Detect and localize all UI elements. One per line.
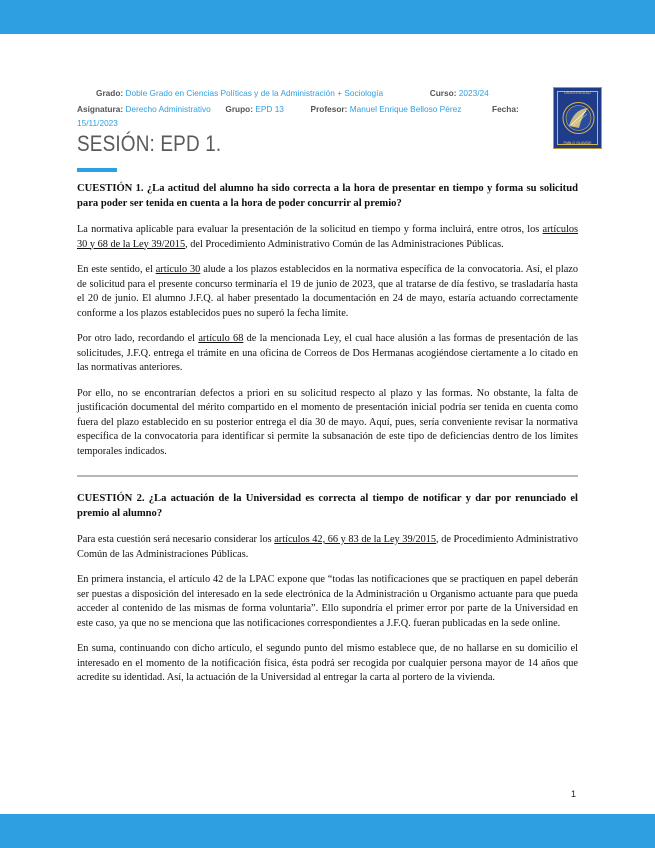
q2-p1-law-reference: artículos 42, 66 y 83 de la Ley 39/2015 bbox=[274, 534, 437, 545]
bottom-accent-bar bbox=[0, 814, 655, 848]
page-number: 1 bbox=[571, 789, 577, 799]
q1-p3-text-a: Por otro lado, recordando el bbox=[77, 333, 199, 344]
grado-value: Doble Grado en Ciencias Políticas y de la Administración + Sociología bbox=[125, 88, 384, 98]
curso-label: Curso: bbox=[429, 88, 457, 98]
q1-paragraph-4: Por ello, no se encontrarían defectos a priori en su solicitud respecto al plazo y las formas. No obstante, la falta de justificación documental del mérito compartido en el momento de presentación inicial podría ser tenida en cuenta como fuera del plazo establecido en su posterior entrega el día 30 de mayo. Aquí, pues, sería conveniente revisar la normativa específica de la convocatoria para identificar si permite la subsanación de este tipo de deficiencias dentro de los límites temporales indicados. bbox=[77, 387, 578, 457]
profesor-value: Manuel Enrique Belloso Pérez bbox=[349, 104, 462, 114]
q1-paragraph-2 bbox=[77, 263, 578, 321]
q2-p1-text-a: Para esta cuestión será necesario considerar los bbox=[77, 534, 275, 545]
q2-paragraph-1 bbox=[77, 533, 578, 562]
q1-p2-text-a: En este sentido, el bbox=[77, 264, 156, 275]
profesor-label: Profesor: bbox=[310, 104, 348, 114]
header-line-2 bbox=[77, 104, 519, 114]
grupo-value: EPD 13 bbox=[255, 104, 284, 114]
q1-p2-text-b: alude a los plazos establecidos en la normativa específica de la convocatoria. Así, el plazo de solicitud para el presente concurso terminaría el 19 de junio de 2023, que al tratarse de día festivo, se trasladaría hasta el 20 de junio. El alumno J.F.Q. al haber presentado la documentación en 24 de mayo, estaría actuando correctamente conforme a los plazos establecidos pues no superó la fecha límite. bbox=[77, 264, 578, 319]
fecha-value: 15/11/2023 bbox=[77, 118, 118, 128]
asignatura-label: Asignatura: bbox=[77, 104, 124, 114]
q1-p1-text-a: La normativa aplicable para evaluar la presentación de la solicitud en tiempo y forma incluirá, entre otros, los bbox=[77, 224, 543, 235]
q1-p2-article-reference: artículo 30 bbox=[155, 264, 201, 275]
q1-p3-text-b: de la mencionada Ley, el cual hace alusión a las formas de presentación de las solicitudes, J.F.Q. entrega el trámite en una oficina de Correos de Dos Hermanas acogiéndose ciertamente a lo citado en las normativas anteriores. bbox=[77, 333, 578, 373]
logo-top-text: UNIVERSIDAD bbox=[564, 91, 591, 95]
grupo-label: Grupo: bbox=[225, 104, 254, 114]
q1-paragraph-1 bbox=[77, 223, 578, 252]
q1-p3-article-reference: artículo 68 bbox=[198, 333, 244, 344]
document-body bbox=[77, 181, 578, 697]
university-seal-icon bbox=[561, 99, 596, 137]
asignatura-value: Derecho Administrativo bbox=[125, 104, 211, 114]
curso-value: 2023/24 bbox=[458, 88, 489, 98]
university-logo bbox=[553, 87, 602, 149]
q1-p1-text-b: , del Procedimiento Administrativo Común de las Administraciones Públicas. bbox=[185, 238, 504, 250]
q2-p1-text-b: , de Procedimiento Administrativo Común de las Administraciones Públicas. bbox=[77, 534, 578, 560]
question-2-heading: CUESTIÓN 2. ¿La actuación de la Universidad es correcta al tiempo de notificar y dar por renunciado el premio al alumno? bbox=[77, 493, 578, 519]
grado-label: Grado: bbox=[96, 88, 124, 98]
fecha-label: Fecha: bbox=[492, 104, 519, 114]
question-1-heading: CUESTIÓN 1. ¿La actitud del alumno ha sido correcta a la hora de presentar en tiempo y forma su solicitud para poder ser tenida en cuenta a la hora de poder concurrir al premio? bbox=[77, 183, 578, 209]
q1-paragraph-3 bbox=[77, 332, 578, 376]
page-title: SESIÓN: EPD 1. bbox=[77, 131, 222, 156]
q2-paragraph-3: En suma, continuando con dicho artículo, el segundo punto del mismo establece que, de no hallarse en su domicilio el interesado en el momento de la notificación física, ésta podrá ser recogida por cualquier persona mayor de 14 años que acredite su identidad. Así, la actuación de la Universidad al entregar la carta al portero de la vivienda. bbox=[77, 643, 578, 683]
section-divider bbox=[77, 475, 578, 477]
q1-p1-law-reference: artículos 30 y 68 de la Ley 39/2015 bbox=[77, 224, 578, 250]
q2-paragraph-2: En primera instancia, el artículo 42 de la LPAC expone que “todas las notificaciones que se practiquen en papel deberán ser puestas a disposición del interesado en la sede electrónica de la Administración u Organismo actuante para que pueda acceder al contenido de las mismas de forma voluntaria”. Ello supondría el primer error por parte de la Universidad en este caso, ya que no se menciona que las notificaciones correspondientes a J.F.Q. fueran publicadas en la sede online. bbox=[77, 574, 578, 629]
top-accent-bar bbox=[0, 0, 655, 34]
title-underline bbox=[77, 168, 117, 172]
logo-bottom-text: PABLO OLAVIDE bbox=[563, 141, 592, 145]
header-line-3 bbox=[77, 118, 118, 128]
header-line-1 bbox=[96, 88, 489, 98]
